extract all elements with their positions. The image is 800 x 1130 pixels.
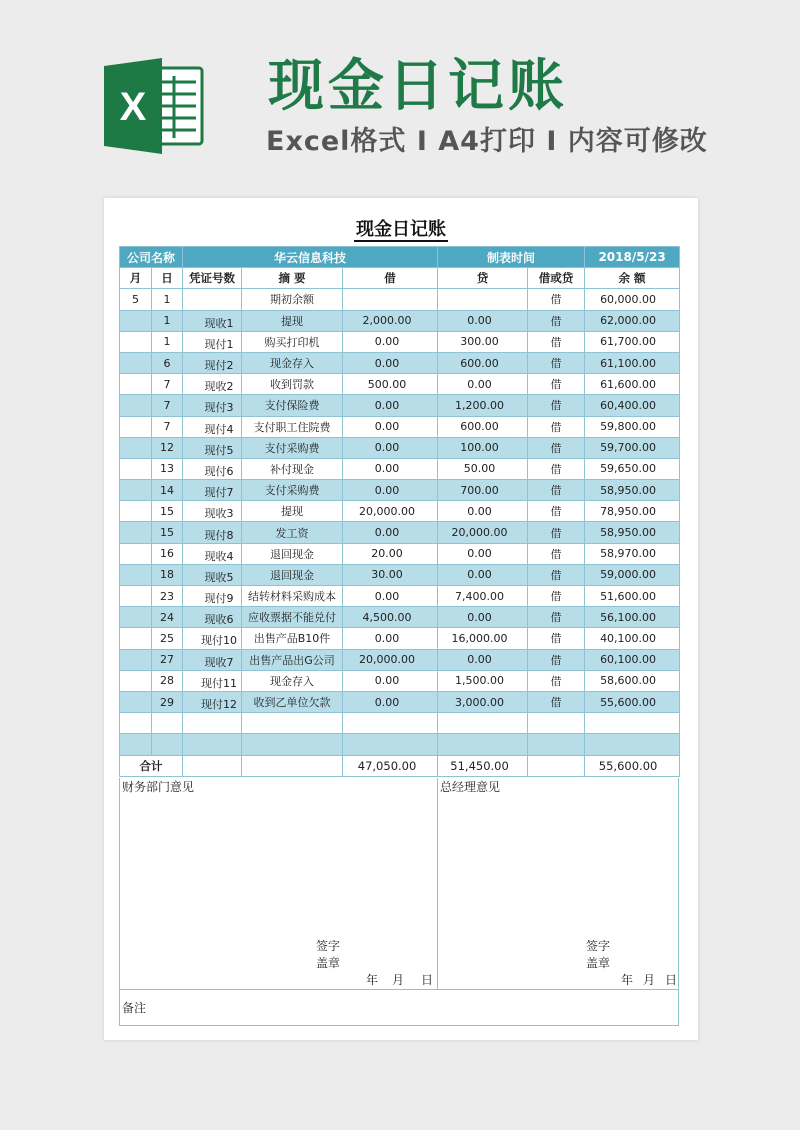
manager-sign-label: 签字 — [586, 939, 611, 953]
cell-summary[interactable]: 购买打印机 — [242, 331, 343, 352]
cell-day[interactable]: 25 — [152, 628, 183, 649]
finance-month-label: 月 — [392, 973, 405, 987]
manager-seal-label: 盖章 — [586, 956, 611, 970]
date-label: 制表时间 — [438, 247, 585, 268]
finance-year-label: 年 — [366, 973, 379, 987]
cell-debit[interactable]: 4,500.00 — [343, 607, 438, 628]
cell-balance[interactable]: 59,700.00 — [585, 437, 680, 458]
cell-credit[interactable]: 1,200.00 — [438, 395, 528, 416]
manager-day-label: 日 — [665, 973, 678, 987]
cell-debit[interactable] — [343, 713, 438, 734]
cell-debit[interactable]: 0.00 — [343, 331, 438, 352]
table-row — [120, 310, 680, 331]
cell-voucher[interactable]: 现付7 — [183, 480, 242, 501]
cell-balance[interactable]: 56,100.00 — [585, 607, 680, 628]
cell-balance[interactable]: 55,600.00 — [585, 691, 680, 712]
cell-summary[interactable]: 出售产品B10件 — [242, 628, 343, 649]
cell-balance[interactable]: 58,950.00 — [585, 480, 680, 501]
cell-direction[interactable]: 借 — [528, 437, 585, 458]
cell-voucher[interactable]: 现付9 — [183, 586, 242, 607]
cell-summary[interactable]: 发工资 — [242, 522, 343, 543]
cell-summary[interactable]: 支付采购费 — [242, 480, 343, 501]
remarks-label: 备注 — [122, 1001, 147, 1015]
cell-month[interactable] — [120, 310, 152, 331]
cell-direction[interactable]: 借 — [528, 480, 585, 501]
cell-month[interactable] — [120, 458, 152, 479]
cell-debit[interactable] — [343, 289, 438, 310]
cell-direction[interactable]: 借 — [528, 289, 585, 310]
cell-balance[interactable]: 60,100.00 — [585, 649, 680, 670]
cell-balance[interactable]: 62,000.00 — [585, 310, 680, 331]
cell-direction[interactable] — [528, 713, 585, 734]
cell-debit[interactable]: 0.00 — [343, 586, 438, 607]
cell-day[interactable]: 15 — [152, 522, 183, 543]
cell-voucher[interactable] — [183, 734, 242, 755]
company-value[interactable]: 华云信息科技 — [183, 247, 438, 268]
table-row — [120, 289, 680, 310]
cell-direction[interactable]: 借 — [528, 628, 585, 649]
cell-month[interactable] — [120, 691, 152, 712]
header-summary: 摘 要 — [242, 268, 343, 289]
cell-summary[interactable]: 现金存入 — [242, 670, 343, 691]
cell-day[interactable]: 7 — [152, 395, 183, 416]
promo-title: 现金日记账 — [268, 54, 568, 119]
table-row — [120, 416, 680, 437]
svg-text:X: X — [119, 85, 147, 129]
ledger-sheet — [104, 198, 698, 1040]
cell-direction[interactable]: 借 — [528, 586, 585, 607]
cell-voucher[interactable]: 现收4 — [183, 543, 242, 564]
cell-credit[interactable]: 20,000.00 — [438, 522, 528, 543]
cell-month[interactable] — [120, 734, 152, 755]
cell-balance[interactable]: 78,950.00 — [585, 501, 680, 522]
cell-debit[interactable]: 30.00 — [343, 564, 438, 585]
cell-summary[interactable]: 现金存入 — [242, 352, 343, 373]
date-value[interactable]: 2018/5/23 — [585, 247, 680, 268]
cell-direction[interactable]: 借 — [528, 564, 585, 585]
cell-balance[interactable]: 59,000.00 — [585, 564, 680, 585]
cell-day[interactable]: 6 — [152, 352, 183, 373]
cell-month[interactable]: 5 — [120, 289, 152, 310]
cell-summary[interactable]: 退回现金 — [242, 543, 343, 564]
total-empty-voucher — [183, 755, 242, 776]
cell-voucher[interactable]: 现收3 — [183, 501, 242, 522]
table-row — [120, 691, 680, 712]
cell-month[interactable] — [120, 649, 152, 670]
cell-credit[interactable] — [438, 289, 528, 310]
cell-credit[interactable]: 700.00 — [438, 480, 528, 501]
cell-debit[interactable]: 0.00 — [343, 691, 438, 712]
table-row — [120, 670, 680, 691]
cell-credit[interactable]: 1,500.00 — [438, 670, 528, 691]
remarks-row[interactable] — [119, 990, 679, 1026]
cell-debit[interactable]: 20,000.00 — [343, 649, 438, 670]
info-row — [120, 247, 680, 268]
cell-voucher[interactable] — [183, 289, 242, 310]
header-row — [120, 268, 680, 289]
cell-month[interactable] — [120, 670, 152, 691]
cell-voucher[interactable]: 现付10 — [183, 628, 242, 649]
cell-day[interactable]: 16 — [152, 543, 183, 564]
cell-credit[interactable]: 0.00 — [438, 607, 528, 628]
cell-month[interactable] — [120, 352, 152, 373]
cell-voucher[interactable]: 现收5 — [183, 564, 242, 585]
cell-balance[interactable]: 61,100.00 — [585, 352, 680, 373]
cell-credit[interactable]: 0.00 — [438, 501, 528, 522]
cell-month[interactable] — [120, 331, 152, 352]
table-row — [120, 501, 680, 522]
cell-credit[interactable]: 50.00 — [438, 458, 528, 479]
cell-debit[interactable]: 0.00 — [343, 458, 438, 479]
cell-summary[interactable]: 支付采购费 — [242, 437, 343, 458]
cell-direction[interactable]: 借 — [528, 331, 585, 352]
cell-day[interactable]: 28 — [152, 670, 183, 691]
cell-summary[interactable]: 应收票据不能兑付 — [242, 607, 343, 628]
cell-day[interactable]: 1 — [152, 331, 183, 352]
table-row — [120, 734, 680, 755]
total-row — [120, 755, 680, 776]
table-row — [120, 628, 680, 649]
cell-voucher[interactable]: 现付1 — [183, 331, 242, 352]
cell-credit[interactable]: 600.00 — [438, 416, 528, 437]
cell-day[interactable]: 15 — [152, 501, 183, 522]
cell-debit[interactable]: 0.00 — [343, 416, 438, 437]
total-empty-direction — [528, 755, 585, 776]
cell-credit[interactable]: 0.00 — [438, 374, 528, 395]
cell-month[interactable] — [120, 416, 152, 437]
cell-balance[interactable]: 58,950.00 — [585, 522, 680, 543]
cell-balance[interactable]: 40,100.00 — [585, 628, 680, 649]
finance-opinion[interactable] — [120, 778, 438, 990]
cell-summary[interactable]: 提现 — [242, 501, 343, 522]
cell-debit[interactable]: 0.00 — [343, 628, 438, 649]
promo-header — [0, 0, 800, 190]
cell-summary[interactable]: 提现 — [242, 310, 343, 331]
total-label: 合计 — [120, 755, 183, 776]
cell-debit[interactable]: 0.00 — [343, 395, 438, 416]
finance-day-label: 日 — [421, 973, 434, 987]
total-debit[interactable]: 47,050.00 — [343, 755, 438, 776]
total-empty-summary — [242, 755, 343, 776]
total-balance[interactable]: 55,600.00 — [585, 755, 680, 776]
cell-month[interactable] — [120, 564, 152, 585]
cell-balance[interactable]: 61,700.00 — [585, 331, 680, 352]
header-voucher: 凭证号数 — [183, 268, 242, 289]
cell-debit[interactable]: 0.00 — [343, 437, 438, 458]
cell-day[interactable] — [152, 734, 183, 755]
cell-debit[interactable]: 500.00 — [343, 374, 438, 395]
cell-month[interactable] — [120, 713, 152, 734]
cell-credit[interactable]: 100.00 — [438, 437, 528, 458]
cell-day[interactable] — [152, 713, 183, 734]
cell-day[interactable]: 23 — [152, 586, 183, 607]
cell-summary[interactable]: 结转材料采购成本 — [242, 586, 343, 607]
cell-voucher[interactable]: 现收1 — [183, 310, 242, 331]
cell-voucher[interactable]: 现收6 — [183, 607, 242, 628]
cell-month[interactable] — [120, 395, 152, 416]
promo-subtitle: Excel格式 I A4打印 I 内容可修改 — [266, 126, 708, 157]
table-row — [120, 607, 680, 628]
cell-debit[interactable]: 20.00 — [343, 543, 438, 564]
cell-summary[interactable]: 期初余额 — [242, 289, 343, 310]
cell-summary[interactable]: 支付职工住院费 — [242, 416, 343, 437]
cell-direction[interactable]: 借 — [528, 374, 585, 395]
cell-day[interactable]: 7 — [152, 374, 183, 395]
header-direction: 借或贷 — [528, 268, 585, 289]
table-row — [120, 458, 680, 479]
cell-day[interactable]: 7 — [152, 416, 183, 437]
cell-credit[interactable]: 3,000.00 — [438, 691, 528, 712]
cell-month[interactable] — [120, 437, 152, 458]
cell-direction[interactable]: 借 — [528, 691, 585, 712]
header-month: 月 — [120, 268, 152, 289]
cell-month[interactable] — [120, 607, 152, 628]
cell-summary[interactable]: 支付保险费 — [242, 395, 343, 416]
cell-month[interactable] — [120, 501, 152, 522]
cell-direction[interactable]: 借 — [528, 543, 585, 564]
cell-month[interactable] — [120, 628, 152, 649]
cell-summary[interactable]: 收到罚款 — [242, 374, 343, 395]
cell-day[interactable]: 24 — [152, 607, 183, 628]
cell-day[interactable]: 13 — [152, 458, 183, 479]
cell-debit[interactable]: 0.00 — [343, 522, 438, 543]
cell-credit[interactable] — [438, 734, 528, 755]
cell-balance[interactable] — [585, 713, 680, 734]
cell-direction[interactable]: 借 — [528, 416, 585, 437]
cell-debit[interactable]: 20,000.00 — [343, 501, 438, 522]
finance-seal-label: 盖章 — [316, 956, 341, 970]
header-day: 日 — [152, 268, 183, 289]
cell-month[interactable] — [120, 586, 152, 607]
header-balance: 余 额 — [585, 268, 680, 289]
finance-opinion-label: 财务部门意见 — [122, 780, 195, 794]
excel-logo-icon — [104, 58, 204, 154]
cell-day[interactable]: 29 — [152, 691, 183, 712]
table-row — [120, 522, 680, 543]
cell-credit[interactable]: 0.00 — [438, 564, 528, 585]
cell-day[interactable]: 12 — [152, 437, 183, 458]
sheet-title: 现金日记账 — [356, 219, 446, 240]
cell-credit[interactable] — [438, 713, 528, 734]
cell-summary[interactable]: 补付现金 — [242, 458, 343, 479]
cell-balance[interactable]: 60,000.00 — [585, 289, 680, 310]
cell-direction[interactable]: 借 — [528, 501, 585, 522]
cell-credit[interactable]: 600.00 — [438, 352, 528, 373]
cell-direction[interactable]: 借 — [528, 522, 585, 543]
cell-day[interactable]: 27 — [152, 649, 183, 670]
cell-balance[interactable]: 59,800.00 — [585, 416, 680, 437]
header-debit: 借 — [343, 268, 438, 289]
cell-summary[interactable]: 退回现金 — [242, 564, 343, 585]
cell-voucher[interactable]: 现收7 — [183, 649, 242, 670]
cell-credit[interactable]: 0.00 — [438, 649, 528, 670]
cell-balance[interactable]: 58,600.00 — [585, 670, 680, 691]
header-credit: 贷 — [438, 268, 528, 289]
company-label: 公司名称 — [120, 247, 183, 268]
cell-month[interactable] — [120, 374, 152, 395]
cell-day[interactable]: 1 — [152, 310, 183, 331]
cell-credit[interactable]: 0.00 — [438, 310, 528, 331]
cell-month[interactable] — [120, 480, 152, 501]
cell-direction[interactable]: 借 — [528, 607, 585, 628]
cell-balance[interactable]: 60,400.00 — [585, 395, 680, 416]
table-row — [120, 374, 680, 395]
cell-direction[interactable]: 借 — [528, 395, 585, 416]
cell-direction[interactable]: 借 — [528, 310, 585, 331]
cell-voucher[interactable]: 现付11 — [183, 670, 242, 691]
manager-opinion[interactable] — [438, 778, 679, 990]
cell-balance[interactable] — [585, 734, 680, 755]
manager-opinion-label: 总经理意见 — [440, 780, 501, 794]
cell-month[interactable] — [120, 543, 152, 564]
cell-direction[interactable]: 借 — [528, 649, 585, 670]
cell-debit[interactable]: 0.00 — [343, 480, 438, 501]
cell-direction[interactable]: 借 — [528, 352, 585, 373]
cell-voucher[interactable]: 现付8 — [183, 522, 242, 543]
cell-credit[interactable]: 7,400.00 — [438, 586, 528, 607]
opinions-section — [119, 778, 679, 990]
cell-direction[interactable]: 借 — [528, 458, 585, 479]
cell-day[interactable]: 14 — [152, 480, 183, 501]
cell-summary[interactable] — [242, 713, 343, 734]
table-row — [120, 352, 680, 373]
manager-month-label: 月 — [643, 973, 656, 987]
table-row — [120, 564, 680, 585]
cell-debit[interactable]: 2,000.00 — [343, 310, 438, 331]
cell-month[interactable] — [120, 522, 152, 543]
cell-balance[interactable]: 61,600.00 — [585, 374, 680, 395]
cell-voucher[interactable]: 现付6 — [183, 458, 242, 479]
cell-credit[interactable]: 0.00 — [438, 543, 528, 564]
table-row — [120, 713, 680, 734]
cell-voucher[interactable] — [183, 713, 242, 734]
table-row — [120, 586, 680, 607]
cell-debit[interactable] — [343, 734, 438, 755]
cell-summary[interactable]: 收到乙单位欠款 — [242, 691, 343, 712]
ledger-table — [119, 246, 680, 777]
cell-summary[interactable] — [242, 734, 343, 755]
cell-debit[interactable]: 0.00 — [343, 670, 438, 691]
cell-day[interactable]: 1 — [152, 289, 183, 310]
cell-day[interactable]: 18 — [152, 564, 183, 585]
cell-voucher[interactable]: 现付2 — [183, 352, 242, 373]
table-row — [120, 331, 680, 352]
cell-direction[interactable] — [528, 734, 585, 755]
cell-voucher[interactable]: 现收2 — [183, 374, 242, 395]
cell-voucher[interactable]: 现付3 — [183, 395, 242, 416]
manager-year-label: 年 — [621, 973, 634, 987]
cell-voucher[interactable]: 现付5 — [183, 437, 242, 458]
cell-summary[interactable]: 出售产品出G公司 — [242, 649, 343, 670]
table-row — [120, 649, 680, 670]
cell-debit[interactable]: 0.00 — [343, 352, 438, 373]
cell-credit[interactable]: 16,000.00 — [438, 628, 528, 649]
finance-sign-label: 签字 — [316, 939, 341, 953]
table-row — [120, 395, 680, 416]
cell-direction[interactable]: 借 — [528, 670, 585, 691]
table-row — [120, 480, 680, 501]
cell-voucher[interactable]: 现付12 — [183, 691, 242, 712]
table-row — [120, 543, 680, 564]
cell-credit[interactable]: 300.00 — [438, 331, 528, 352]
cell-balance[interactable]: 59,650.00 — [585, 458, 680, 479]
cell-balance[interactable]: 58,970.00 — [585, 543, 680, 564]
cell-balance[interactable]: 51,600.00 — [585, 586, 680, 607]
cell-voucher[interactable]: 现付4 — [183, 416, 242, 437]
table-row — [120, 437, 680, 458]
total-credit[interactable]: 51,450.00 — [438, 755, 528, 776]
